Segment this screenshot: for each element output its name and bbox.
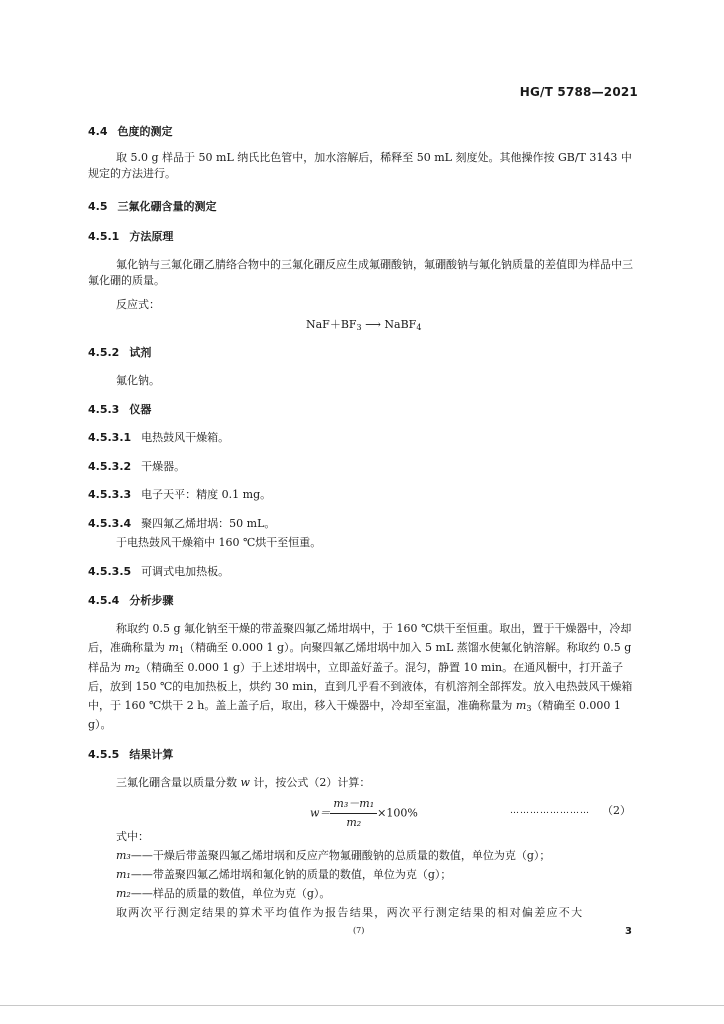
definition-symbol: m₃ (116, 849, 131, 862)
definition-m3 (116, 848, 550, 864)
section-title: 试剂 (129, 346, 152, 359)
section-number: 4.4 (88, 125, 108, 138)
paragraph-4-5-1: 氟化钠与三氟化硼乙腈络合物中的三氟化硼反应生成氟硼酸钠，氟硼酸钠与氟化钠质量的差值即为样品中三氟化硼的质量。 (88, 258, 633, 287)
section-title: 三氟化硼含量的测定 (117, 200, 217, 213)
definition-symbol: m₁ (116, 868, 131, 881)
page-number: 3 (625, 926, 632, 937)
item-4-5-3-5 (88, 564, 229, 580)
item-4-5-3-4 (88, 516, 275, 532)
formula-leader-dots: …………………… (510, 806, 590, 816)
item-4-5-3-3 (88, 487, 271, 503)
text-run: 计，按公式（2）计算： (249, 776, 371, 789)
formula-lhs: w＝ (310, 806, 331, 820)
item-text: 电子天平：精度 0.1 mg。 (141, 488, 272, 501)
heading-4-5-5 (88, 747, 173, 763)
standard-code: HG/T 5788—2021 (519, 85, 638, 99)
definition-text: ——带盖聚四氟乙烯坩埚和氟化钠的质量的数值，单位为克（g）； (130, 868, 452, 881)
section-number: 4.5.3 (88, 403, 120, 416)
reaction-label: 反应式： (116, 298, 160, 311)
heading-4-5 (88, 199, 217, 215)
text-run: （精确至 0.000 1 g）于上述坩埚中，立即盖好盖子。混匀，静置 10 min。在通风橱中，打开盖子后，放到 150 ℃的电加热板上，烘约 30 min，直到几乎看不到液体，有机溶剂全部挥发。放入电热鼓风干燥箱中，于 160 ℃烘干 2 h。盖上盖子后，取出，移入干燥器中，冷却至室温，准确称量为 (88, 660, 633, 712)
section-number: 4.5.1 (88, 230, 120, 243)
text-run: 三氟化硼含量以质量分数 (116, 776, 241, 789)
formula-tail: ×100% (377, 806, 418, 820)
reaction-product: NaBF (384, 318, 417, 331)
reaction-equation (306, 317, 421, 333)
definition-symbol: m₂ (116, 887, 131, 900)
formula-denominator: m₂ (346, 815, 362, 829)
section-number: 4.5 (88, 200, 108, 213)
symbol-subscript: 1 (178, 646, 185, 656)
text-run: （精确至 0.000 1 g）。 (88, 699, 621, 732)
formula-2 (310, 796, 418, 831)
reaction-subscript: 3 (356, 323, 362, 332)
item-4-5-3-4-note: 于电热鼓风干燥箱中 160 ℃烘干至恒重。 (116, 536, 322, 549)
heading-4-4 (88, 124, 173, 140)
section-title: 色度的测定 (117, 125, 173, 138)
calc-intro (116, 775, 370, 791)
reaction-reactants: NaF＋BF (306, 318, 357, 331)
item-number: 4.5.3.1 (88, 431, 132, 444)
section-title: 方法原理 (129, 230, 174, 243)
section-number: 4.5.4 (88, 594, 120, 607)
definition-text: ——干燥后带盖聚四氟乙烯坩埚和反应产物氟硼酸钠的总质量的数值，单位为克（g）； (130, 849, 551, 862)
heading-4-5-1 (88, 229, 173, 245)
paragraph-4-4: 取 5.0 g 样品于 50 mL 纳氏比色管中，加水溶解后，稀释至 50 mL 刻度处。其他操作按 GB/T 3143 中规定的方法进行。 (88, 151, 632, 180)
sub-page-number: (7) (353, 926, 365, 935)
symbol-subscript: 2 (134, 665, 141, 675)
item-text: 聚四氟乙烯坩埚：50 mL。 (141, 517, 276, 530)
item-text: 可调式电加热板。 (141, 565, 230, 578)
symbol-m1: m (168, 641, 179, 655)
text-run: （精确至 0.000 1 g）。向聚四氟乙烯坩埚中加入 5 mL 蒸馏水使氟化钠溶解。称取约 0.5 g 样品为 (88, 641, 632, 674)
item-number: 4.5.3.4 (88, 517, 132, 530)
bottom-rule (0, 1005, 724, 1006)
paragraph-4-5-4 (88, 619, 640, 735)
item-4-5-3-2 (88, 459, 185, 475)
symbol-m2: m (124, 660, 135, 674)
symbol-w: w (240, 776, 250, 789)
formula-numerator: m₃－m₁ (330, 796, 377, 814)
item-text: 电热鼓风干燥箱。 (141, 431, 230, 444)
heading-4-5-2 (88, 345, 151, 361)
section-number: 4.5.2 (88, 346, 120, 359)
item-number: 4.5.3.5 (88, 565, 132, 578)
item-4-5-3-1 (88, 430, 229, 446)
section-title: 仪器 (129, 403, 152, 416)
formula-number: （2） (602, 804, 631, 817)
paragraph-4-5-2: 氟化钠。 (116, 374, 160, 387)
symbol-m3: m (515, 699, 527, 712)
definition-m2 (116, 886, 330, 902)
section-title: 分析步骤 (129, 594, 174, 607)
item-text: 干燥器。 (141, 460, 186, 473)
item-number: 4.5.3.2 (88, 460, 132, 473)
reaction-subscript: 4 (416, 323, 422, 332)
item-number: 4.5.3.3 (88, 488, 132, 501)
symbol-subscript: 3 (526, 704, 532, 713)
final-paragraph: 取两次平行测定结果的算术平均值作为报告结果，两次平行测定结果的相对偏差应不大 (116, 906, 584, 919)
reaction-arrow: ⟶ (365, 318, 381, 331)
heading-4-5-4 (88, 593, 173, 609)
section-title: 结果计算 (129, 748, 174, 761)
definition-text: ——样品的质量的数值，单位为克（g）。 (130, 887, 331, 900)
heading-4-5-3 (88, 402, 151, 418)
section-number: 4.5.5 (88, 748, 120, 761)
where-label: 式中： (116, 830, 149, 843)
definition-m1 (116, 867, 451, 883)
formula-fraction (330, 796, 377, 831)
text-run: 称取约 0.5 g 氟化钠至干燥的带盖聚四氟乙烯坩埚中，于 160 ℃烘干至恒重。取出，置于干燥器中，冷却后，准确称量为 (88, 622, 632, 655)
